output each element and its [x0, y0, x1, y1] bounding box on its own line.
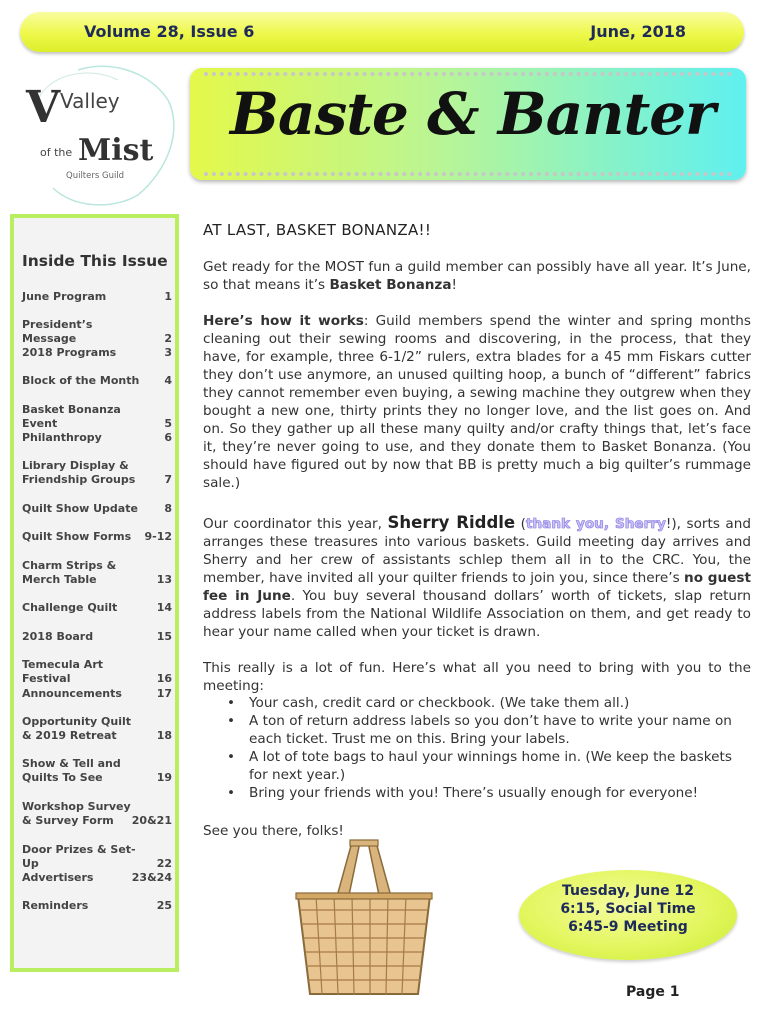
toc-item-page: 18: [156, 729, 172, 742]
toc-item: [22, 871, 172, 885]
stitch-top: [204, 72, 732, 76]
stitch-bottom: [204, 172, 732, 176]
toc-item-label: Show & Tell and Quilts To See: [22, 757, 121, 784]
toc-item: [22, 800, 172, 828]
intro-end: !: [451, 277, 457, 293]
closing-line: See you there, folks!: [203, 823, 344, 839]
coord-text-c: !), sorts and arranges these treasures into various baskets. Guild meeting day arrives and Sherry and her crew of assistants schlep them all in to the CRC. You, the member, have invited all your quilter friends to join you, since there’s: [203, 516, 752, 586]
logo-valley: Valley: [60, 89, 120, 113]
coord-text-a: Our coordinator this year,: [203, 516, 388, 532]
toc-item: [22, 601, 172, 615]
toc-item-page: 2: [164, 332, 172, 345]
toc-item-label: Door Prizes & Set-Up: [22, 843, 136, 870]
sidebar-toc: [10, 214, 179, 972]
page-number: Page 1: [626, 984, 680, 1000]
toc-item-label: Temecula Art Festival: [22, 658, 103, 685]
toc-item: [22, 757, 172, 785]
newsletter-title: Baste & Banter: [230, 80, 715, 148]
toc-item-page: 15: [156, 630, 172, 643]
toc-item-page: 9-12: [144, 530, 172, 543]
toc-item-page: 25: [156, 899, 172, 912]
toc-item-page: 3: [164, 346, 172, 359]
toc-item: [22, 658, 172, 686]
toc-item-label: President’s Message: [22, 318, 93, 345]
social-time: 6:15, Social Time: [560, 901, 696, 917]
logo-v: V: [26, 82, 61, 133]
toc-item-label: Quilt Show Update: [22, 502, 138, 515]
toc-item-label: Block of the Month: [22, 374, 140, 387]
issue-date: June, 2018: [590, 22, 686, 41]
logo-guild: Quilters Guild: [66, 171, 125, 181]
toc-item-label: Philanthropy: [22, 431, 102, 444]
issue-volume: Volume 28, Issue 6: [84, 22, 255, 41]
masthead: [190, 68, 746, 180]
toc-item-label: Opportunity Quilt & 2019 Retreat: [22, 715, 132, 742]
toc-item: [22, 346, 172, 360]
toc-item: [22, 559, 172, 587]
toc-item: [22, 318, 172, 346]
toc-item: [22, 530, 172, 544]
toc-item: [22, 843, 172, 871]
toc-item-page: 16: [156, 672, 172, 685]
list-item: • Your cash, credit card or checkbook. (We take them all.): [249, 694, 751, 712]
intro-paragraph: [203, 258, 751, 294]
thanks-text: thank you, Sherry: [525, 516, 666, 532]
toc-item-page: 4: [164, 374, 172, 387]
fun-paragraph: This really is a lot of fun. Here’s what all you need to bring with you to the meeting:: [203, 660, 751, 694]
coordinator-name: Sherry Riddle: [387, 513, 516, 532]
list-item: • A lot of tote bags to haul your winnings home in. (We keep the baskets for next year.): [249, 748, 751, 784]
toc-item: [22, 687, 172, 701]
toc-item-page: 6: [164, 431, 172, 444]
toc-item: [22, 459, 172, 487]
toc-item-page: 14: [156, 601, 172, 614]
list-item: • A ton of return address labels so you don’t have to write your name on each ticket. Trust me on this. Bring your labels.: [249, 712, 751, 748]
toc-item-label: Workshop Survey & Survey Form: [22, 800, 131, 827]
toc-item: [22, 403, 172, 431]
meeting-time: 6:45-9 Meeting: [568, 919, 688, 935]
intro-text: Get ready for the MOST fun a guild member can possibly have all year. It’s June, so that means it’s: [203, 259, 751, 293]
toc-item-label: 2018 Board: [22, 630, 94, 643]
basket-illustration: [294, 838, 434, 998]
coord-text-d: . You buy several thousand dollars’ worth of tickets, slap return address labels from the National Wildlife Association on them, and get ready to hear your name called when your ticket is drawn.: [203, 588, 751, 640]
intro-bold: Basket Bonanza: [329, 277, 452, 293]
bring-list: [203, 694, 751, 802]
no-guest-fee: no guest fee in June: [203, 570, 751, 604]
toc-heading: Inside This Issue: [22, 252, 168, 270]
coordinator-paragraph: [203, 514, 751, 641]
toc-item-page: 5: [164, 417, 172, 430]
coord-text-b: (: [515, 516, 526, 532]
toc-item-label: Announcements: [22, 687, 122, 700]
toc-item-label: Challenge Quilt: [22, 601, 118, 614]
toc-item-label: Advertisers: [22, 871, 94, 884]
toc-item: [22, 431, 172, 445]
toc-item-page: 1: [164, 290, 172, 303]
toc-item-page: 20&21: [131, 814, 172, 827]
toc-item-page: 22: [156, 857, 172, 870]
guild-logo: [18, 60, 188, 210]
toc-item-label: Quilt Show Forms: [22, 530, 132, 543]
toc-item: [22, 899, 172, 913]
toc-item-label: Basket Bonanza Event: [22, 403, 121, 430]
toc-item: [22, 630, 172, 644]
toc-item-page: 13: [156, 573, 172, 586]
toc-item-label: Charm Strips & Merch Table: [22, 559, 117, 586]
toc-item: [22, 374, 172, 388]
toc-item-label: Reminders: [22, 899, 89, 912]
toc-item: [22, 290, 172, 304]
toc-item-page: 23&24: [131, 871, 172, 884]
toc-item: [22, 502, 172, 516]
toc-item-label: Library Display & Friendship Groups: [22, 459, 136, 486]
toc-item-label: 2018 Programs: [22, 346, 117, 359]
how-label: Here’s how it works: [203, 313, 364, 329]
toc-item-label: June Program: [22, 290, 107, 303]
logo-mist: Mist: [78, 133, 154, 168]
logo-ofthe: of the: [40, 146, 73, 159]
list-item: • Bring your friends with you! There’s usually enough for everyone!: [249, 784, 751, 802]
toc-item-page: 17: [156, 687, 172, 700]
article-heading: AT LAST, BASKET BONANZA!!: [203, 221, 432, 239]
toc-item-page: 19: [156, 771, 172, 784]
how-text: : Guild members spend the winter and spring months cleaning out their sewing rooms and discovering, in the process, that they have, for example, three 6-1/2” rulers, extra blades for a 45 mm Fiskars cutter they don’t use anymore, an unused quilting hoop, a bunch of “different” fabrics they cannot remember even buying, a sewing machine they outgrew when they bought a new one, thirty prints they no longer love, and the list goes on. And on. So they gather up all these many quilty and/or crafty things that, let’s face it, they’re never going to use, and they donate them to Basket Bonanza. (You should have figured out by now that BB is pretty much a big quilter’s rummage sale.): [203, 313, 751, 491]
meeting-info-oval: [519, 870, 737, 960]
header-banner: [20, 12, 744, 52]
how-paragraph: [203, 312, 751, 492]
toc-item: [22, 715, 172, 743]
toc-item-page: 8: [164, 502, 172, 515]
meeting-date: Tuesday, June 12: [561, 883, 695, 899]
toc-item-page: 7: [164, 473, 172, 486]
